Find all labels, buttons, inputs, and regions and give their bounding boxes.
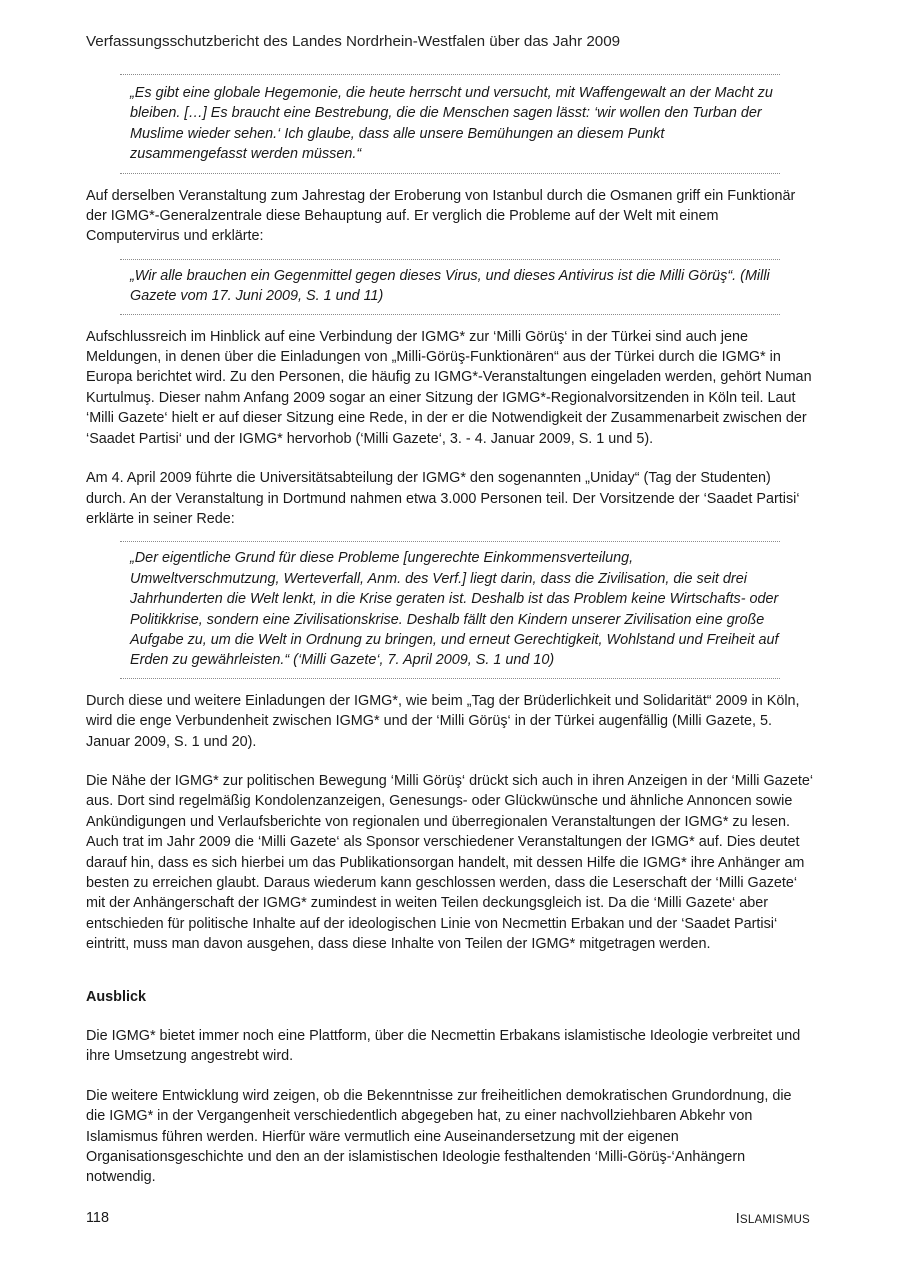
paragraph: Die weitere Entwicklung wird zeigen, ob die Bekenntnisse zur freiheitlichen demokratischen Grundordnung, die die IGMG* in der Vergangenheit verschiedentlich abgegeben hat, zu einer nachvollziehbaren Abkehr von Islamismus führen werden. Hierfür wäre vermutlich eine Auseinandersetzung mit der eigenen Organisationsgeschichte und den an der islamistischen Ideologie festhaltenden ‘Milli-Görüş-‘Anhängern notwendig. bbox=[86, 1087, 792, 1186]
section-label-rest: SLAMISMUS bbox=[739, 1213, 810, 1226]
paragraph: Durch diese und weitere Einladungen der IGMG*, wie beim „Tag der Brüderlichkeit und Solidarität“ 2009 in Köln, wird die enge Verbundenheit zwischen IGMG* und der ‘Milli Görüş‘ in der Türkei augenfällig (Milli Gazete, 5. Januar 2009, S. 1 und 20). bbox=[86, 692, 800, 750]
page-number: 118 bbox=[86, 1210, 109, 1226]
quote-text: „Der eigentliche Grund für diese Probleme [ungerechte Einkommensverteilung, Umweltverschmutzung, Werteverfall, Anm. des Verf.] liegt darin, dass die Zivilisation, die seit drei Jahrhunderten die Welt lenkt, in die Krise geraten ist. Deshalb ist das Problem keine Wirtschafts- oder Politikkrise, sondern eine Zivilisationskrise. Deshalb fällt den Kindern unserer Zivilisation eine große Aufgabe zu, um die Welt in Ordnung zu bringen, und erneut Gerechtigkeit, Wohlstand und Freiheit auf Erden zu gewährleisten.“ (‘Milli Gazete‘, 7. April 2009, S. 1 und 10) bbox=[130, 550, 779, 669]
running-header: Verfassungsschutzbericht des Landes Nordrhein-Westfalen über das Jahr 2009 bbox=[86, 33, 621, 50]
section-label bbox=[736, 1211, 810, 1228]
paragraph: Auf derselben Veranstaltung zum Jahrestag der Eroberung von Istanbul durch die Osmanen griff ein Funktionär der IGMG*-Generalzentrale diese Behauptung auf. Er verglich die Probleme auf der Welt mit einem Computervirus und erklärte: bbox=[86, 187, 796, 245]
quote-block bbox=[120, 541, 780, 678]
quote-block bbox=[120, 259, 780, 315]
quote-text: „Wir alle brauchen ein Gegenmittel gegen dieses Virus, und dieses Antivirus ist die Milli Görüş“. (Milli Gazete vom 17. Juni 2009, S. 1 und 11) bbox=[130, 267, 770, 305]
quote-block bbox=[120, 74, 780, 174]
quote-text: „Es gibt eine globale Hegemonie, die heute herrscht und versucht, mit Waffengewalt an der Macht zu bleiben. […] Es braucht eine Bestrebung, die die Menschen sagen lässt: ‘wir wollen den Turban der Muslime wieder sehen.‘ Ich glaube, dass alle unsere Bemühungen an diesem Punkt zusammengefasst werden müssen.“ bbox=[130, 85, 773, 163]
paragraph: Die Nähe der IGMG* zur politischen Bewegung ‘Milli Görüş‘ drückt sich auch in ihren Anzeigen in der ‘Milli Gazete‘ aus. Dort sind regelmäßig Kondolenzanzeigen, Genesungs- oder Glückwünsche und ähnliche Annoncen sowie Ankündigungen und Verlaufsberichte von regionalen und überregionalen Veranstaltungen der IGMG* zu lesen. Auch trat im Jahr 2009 die ‘Milli Gazete‘ als Sponsor verschiedener Veranstaltungen der IGMG* auf. Dies deutet darauf hin, dass es sich hierbei um das Publikationsorgan handelt, mit dessen Hilfe die IGMG* ihre Anhänger am besten zu erreichen glaubt. Daraus wiederum kann geschlossen werden, dass die Leserschaft der ‘Milli Gazete‘ mit der Anhängerschaft der IGMG* zumindest in weiten Teilen deckungsgleich ist. Da die ‘Milli Gazete‘ aber entschieden für politische Inhalte auf der ideologischen Linie von Necmettin Erbakan und der ‘Saadet Partisi‘ eintritt, muss man davon ausgehen, dass diese Inhalte von Teilen der IGMG* mitgetragen werden. bbox=[86, 772, 814, 953]
section-heading: Ausblick bbox=[86, 988, 146, 1005]
paragraph: Aufschlussreich im Hinblick auf eine Verbindung der IGMG* zur ‘Milli Görüş‘ in der Türkei sind auch jene Meldungen, in denen über die Einladungen von „Milli-Görüş-Funktionären“ aus der Türkei durch die IGMG* in Europa berichtet wird. Zu den Personen, die häufig zu IGMG*-Veranstaltungen eingeladen werden, gehört Numan Kurtulmuş. Dieser nahm Anfang 2009 sogar an einer Sitzung der IGMG*-Regionalvorsitzenden in Köln teil. Laut ‘Milli Gazete‘ hielt er auf dieser Sitzung eine Rede, in der er die Notwendigkeit der Zusammenarbeit zwischen der ‘Saadet Partisi‘ und der IGMG* hervorhob (‘Milli Gazete‘, 3. - 4. Januar 2009, S. 1 und 5). bbox=[86, 328, 812, 447]
paragraph: Am 4. April 2009 führte die Universitätsabteilung der IGMG* den sogenannten „Uniday“ (Tag der Studenten) durch. An der Veranstaltung in Dortmund nahmen etwa 3.000 Personen teil. Der Vorsitzende der ‘Saadet Partisi‘ erklärte in seiner Rede: bbox=[86, 470, 800, 527]
paragraph: Die IGMG* bietet immer noch eine Plattform, über die Necmettin Erbakans islamistische Ideologie verbreitet und ihre Umsetzung angestrebt wird. bbox=[86, 1028, 801, 1065]
main-content bbox=[86, 68, 814, 1188]
section-label-initial: I bbox=[735, 1211, 740, 1227]
